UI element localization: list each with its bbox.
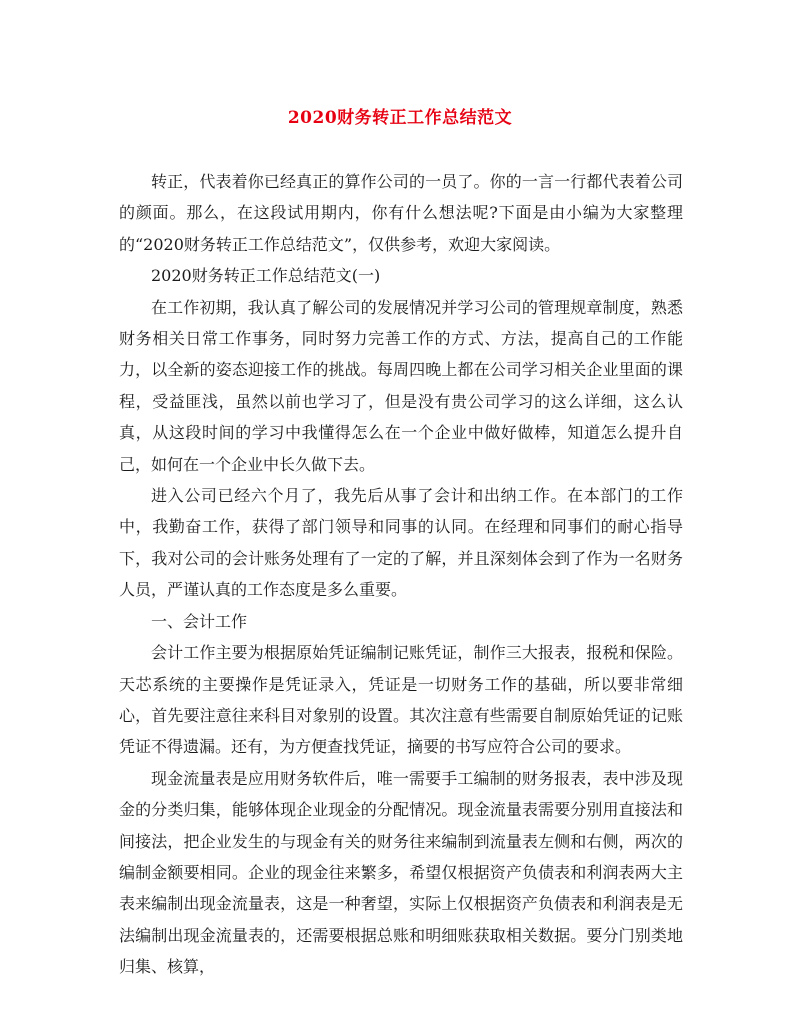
paragraph-intro: 转正，代表着你已经真正的算作公司的一员了。你的一言一行都代表着公司的颜面。那么，在这段试用期内，你有什么想法呢?下面是由小编为大家整理的“2020财务转正工作总结范文”，仅供参考，欢迎大家阅读。 [119,172,683,254]
paragraph-subtitle: 2020财务转正工作总结范文(一) [151,266,381,286]
paragraph-accounting-work: 会计工作主要为根据原始凭证编制记账凭证，制作三大报表，报税和保险。天芯系统的主要操作是凭证录入，凭证是一切财务工作的基础，所以要非常细心，首先要注意往来科目对象别的设置。其次注意有些需要自制原始凭证的记账凭证不得遗漏。还有，为方便查找凭证，摘要的书写应符合公司的要求。 [119,643,683,757]
paragraph-cash-flow: 现金流量表是应用财务软件后，唯一需要手工编制的财务报表，表中涉及现金的分类归集，能够体现企业现金的分配情况。现金流量表需要分别用直接法和间接法，把企业发生的与现金有关的财务往来编制到流量表左侧和右侧，两次的编制金额要相同。企业的现金往来繁多，希望仅根据资产负债表和利润表两大主表来编制出现金流量表，这是一种奢望，实际上仅根据资产负债表和利润表是无法编制出现金流量表的，还需要根据总账和明细账获取相关数据。要分门别类地归集、核算， [119,768,683,977]
document-body [119,166,683,983]
paragraph-work-start: 在工作初期，我认真了解公司的发展情况并学习公司的管理规章制度，熟悉财务相关日常工作事务，同时努力完善工作的方式、方法，提高自己的工作能力，以全新的姿态迎接工作的挑战。每周四晚上都在公司学习相关企业里面的课程，受益匪浅，虽然以前也学习了，但是没有贵公司学习的这么详细，这么认真，从这段时间的学习中我懂得怎么在一个企业中做好做棒，知道怎么提升自己，如何在一个企业中长久做下去。 [119,297,683,474]
paragraph-six-months: 进入公司已经六个月了，我先后从事了会计和出纳工作。在本部门的工作中，我勤奋工作，获得了部门领导和同事的认同。在经理和同事们的耐心指导下，我对公司的会计账务处理有了一定的了解，并且深刻体会到了作为一名财务人员，严谨认真的工作态度是多么重要。 [119,486,683,600]
document-title: 2020财务转正工作总结范文 [287,108,513,128]
section-heading-accounting: 一、会计工作 [151,611,248,631]
